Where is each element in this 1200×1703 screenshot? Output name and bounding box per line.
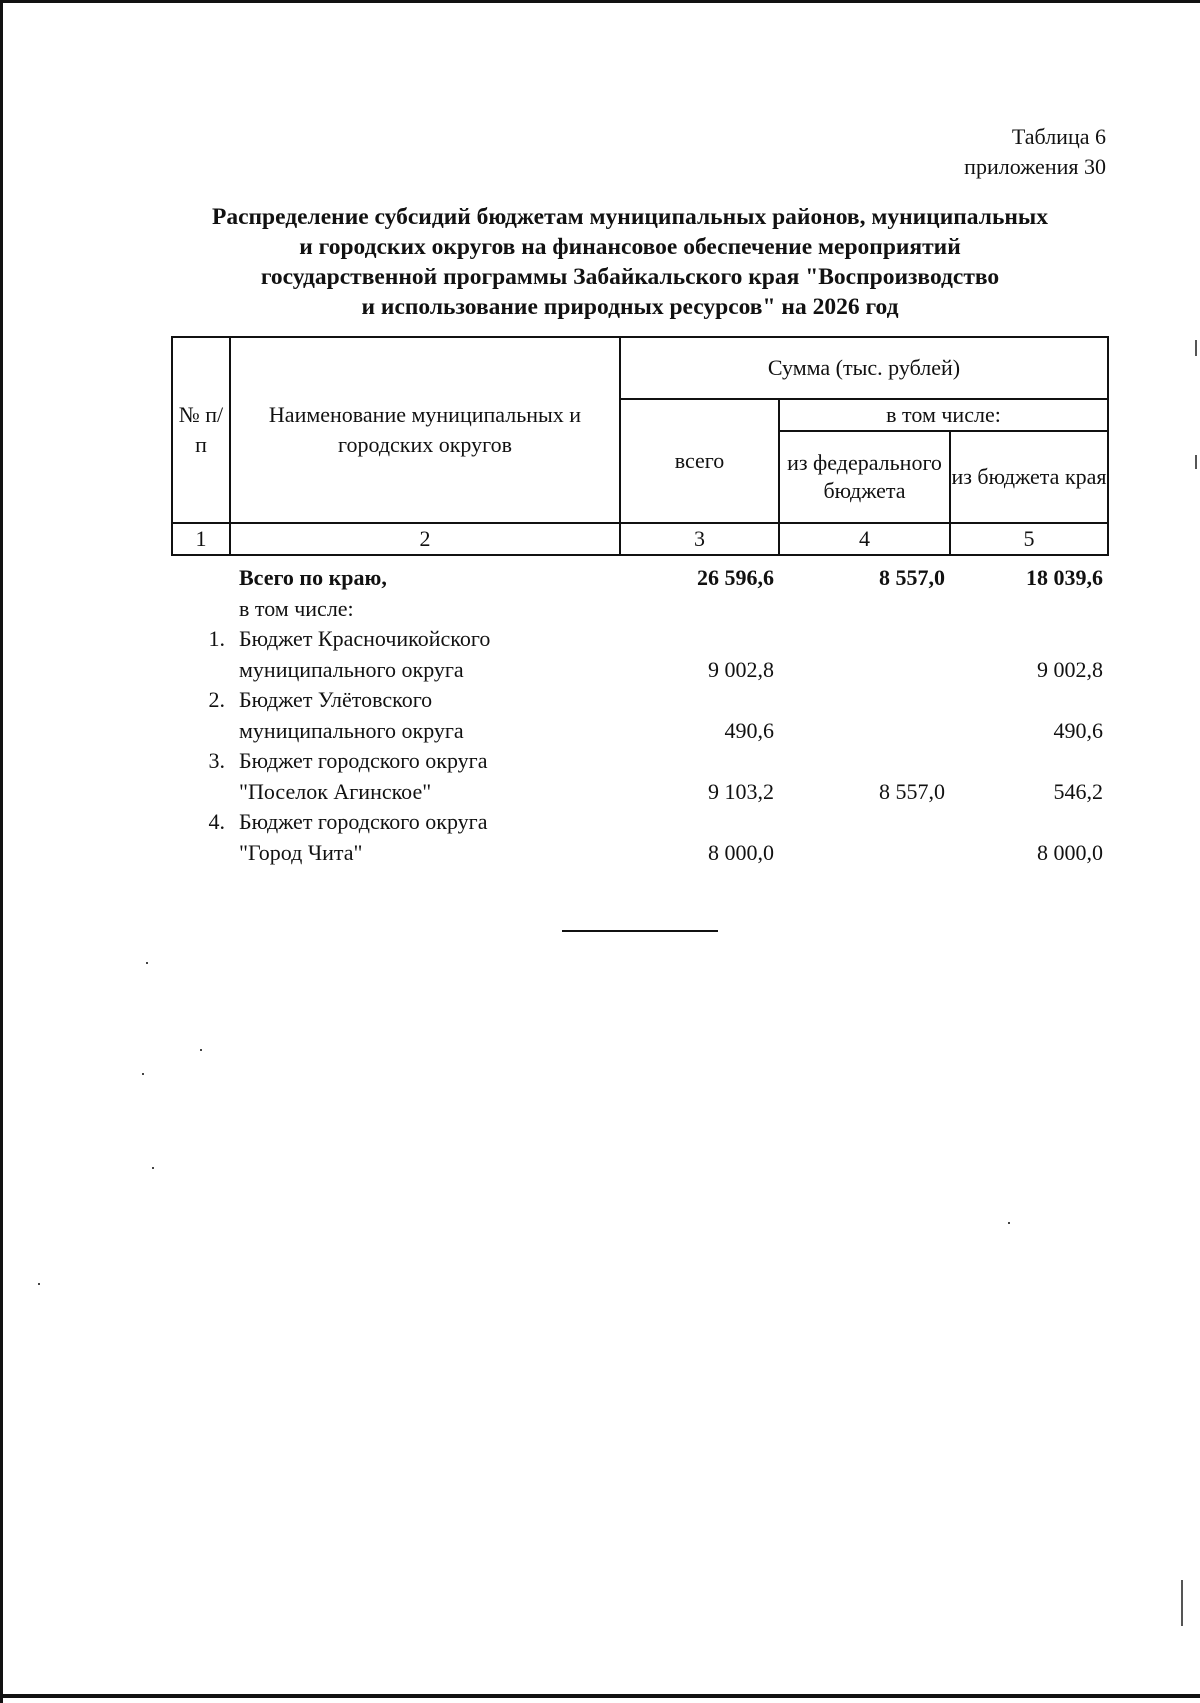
column-number: 2 [230,523,620,555]
header-including: в том числе: [779,399,1108,431]
row-name: Бюджет городского округа "Город Чита" [239,809,488,865]
title-line: Распределение субсидий бюджетам муниципальных районов, муниципальных [211,204,1049,230]
header-num: № п/п [172,337,230,523]
row-number: 3. [208,748,225,773]
header-federal: из федерального бюджета [779,431,950,523]
scan-speck [146,962,148,964]
scan-speck [1008,1222,1010,1224]
scan-speck [200,1049,202,1051]
row-regional: 9 002,8 [1037,656,1103,682]
table-header [171,336,1109,556]
row-total: 490,6 [724,717,774,743]
row-federal [778,624,949,685]
scan-edge-mark [1195,340,1197,356]
column-number: 4 [779,523,950,555]
header-name: Наименование муниципальных и городских округов [230,337,620,523]
table-row [171,685,1107,746]
total-sublabel: в том числе: [239,595,354,621]
scan-speck [152,1167,154,1169]
scan-speck [142,1073,144,1075]
row-total: 8 000,0 [708,839,774,865]
header-sum: Сумма (тыс. рублей) [620,337,1108,399]
row-name: Бюджет Красночикойского муниципального округа [239,626,491,682]
row-regional: 8 000,0 [1037,839,1103,865]
column-number: 3 [620,523,779,555]
header-regional: из бюджета края [950,431,1108,523]
total-regional: 18 039,6 [1026,565,1103,590]
page-border-left [0,0,3,1703]
table-number: Таблица 6 [1011,124,1106,149]
total-row [171,563,1107,624]
row-total: 9 103,2 [708,778,774,804]
title-line: и городских округов на финансовое обеспечение мероприятий [299,234,961,260]
row-name: Бюджет Улётовского муниципального округа [239,687,464,743]
row-federal: 8 557,0 [879,778,945,804]
scan-edge-mark [1195,455,1197,469]
row-number: 1. [208,626,225,651]
row-regional: 490,6 [1053,717,1103,743]
column-number: 1 [172,523,230,555]
row-total: 9 002,8 [708,656,774,682]
total-label: Всего по краю, [239,565,387,590]
scan-speck [38,1283,40,1285]
row-number: 2. [208,687,225,712]
page-border-top [0,0,1200,3]
table-body [171,563,1107,868]
title-line: государственной программы Забайкальского края "Воспроизводство [260,264,1000,290]
table-row [171,807,1107,868]
row-name: Бюджет городского округа "Поселок Агинское" [239,748,488,804]
page-border-bottom [0,1694,1200,1698]
table-reference [964,122,1106,182]
row-federal [778,685,949,746]
title-line: и использование природных ресурсов" на 2026 год [361,294,899,320]
row-regional: 546,2 [1053,778,1103,804]
appendix-number: приложения 30 [964,154,1106,179]
total-sum: 26 596,6 [697,565,774,590]
end-of-table-rule [562,930,718,932]
table-row [171,746,1107,807]
header-total: всего [620,399,779,523]
table-row [171,624,1107,685]
scan-edge-mark [1181,1580,1183,1626]
column-number: 5 [950,523,1108,555]
total-federal: 8 557,0 [879,565,945,590]
row-number: 4. [208,809,225,834]
row-federal [778,807,949,868]
document-title [150,202,1110,322]
